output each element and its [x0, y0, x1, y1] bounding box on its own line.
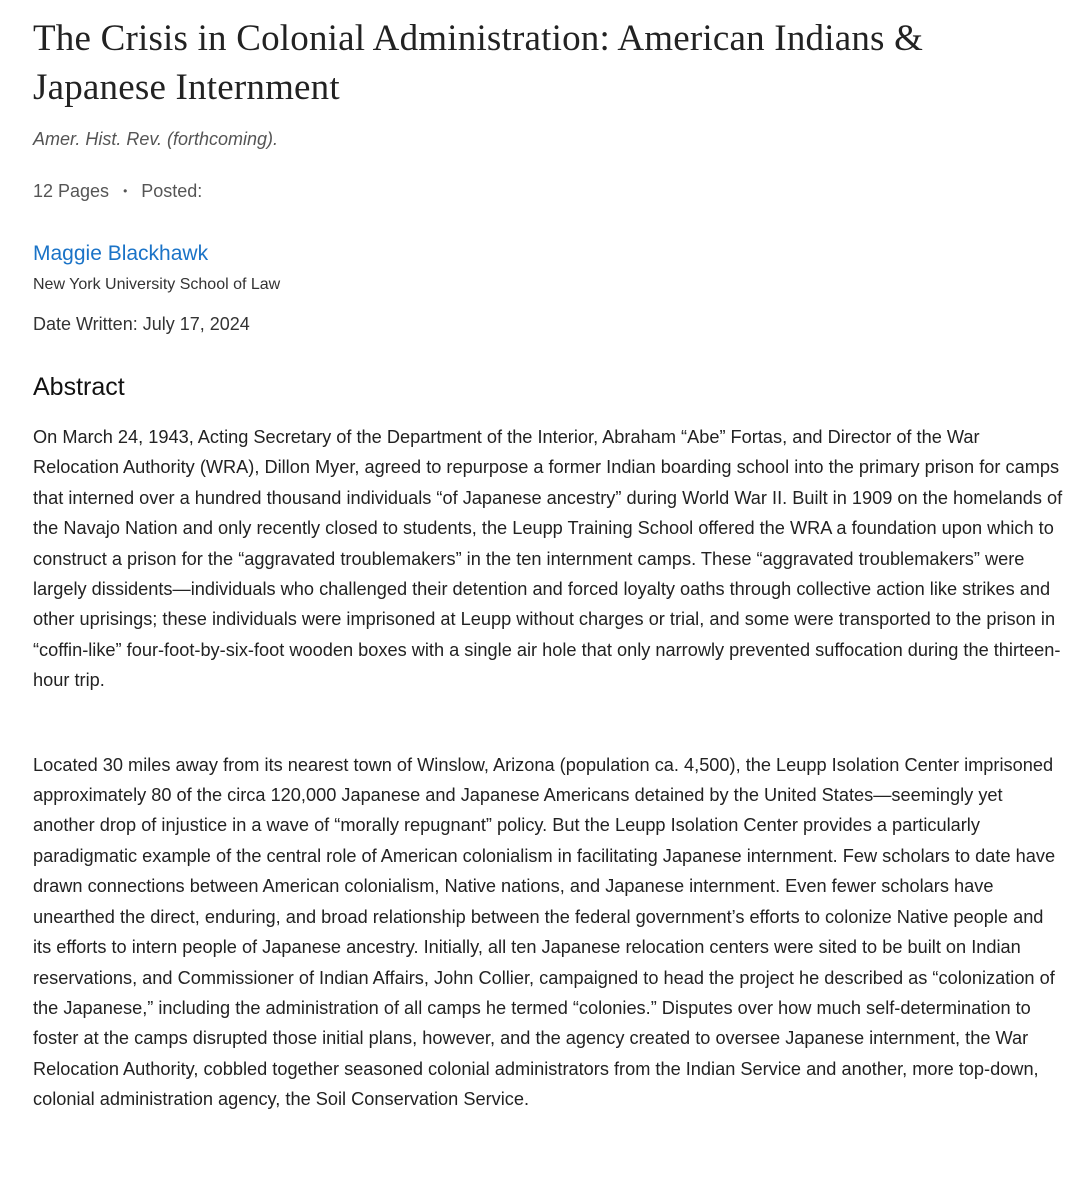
meta-separator: •	[123, 184, 128, 198]
posted-label: Posted:	[141, 181, 203, 201]
page-count: 12 Pages	[33, 181, 110, 201]
journal-citation: Amer. Hist. Rev. (forthcoming).	[33, 129, 279, 149]
date-written: Date Written: July 17, 2024	[33, 314, 250, 334]
author-link[interactable]: Maggie Blackhawk	[33, 242, 209, 265]
author-affiliation: New York University School of Law	[33, 276, 281, 293]
paper-meta	[33, 179, 1063, 203]
abstract-paragraph: Located 30 miles away from its nearest town of Winslow, Arizona (population ca. 4,500), the Leupp Isolation Center imprisoned approximately 80 of the circa 120,000 Japanese and Japanese Americans detained by the United States—seemingly yet another drop of injustice in a wave of “morally repugnant” policy. But the Leupp Isolation Center provides a particularly paradigmatic example of the central role of American colonialism in facilitating Japanese internment. Few scholars to date have drawn connections between American colonialism, Native nations, and Japanese internment. Even fewer scholars have unearthed the direct, enduring, and broad relationship between the federal government’s efforts to colonize Native people and its efforts to intern people of Japanese ancestry. Initially, all ten Japanese relocation centers were sited to be built on Indian reservations, and Commissioner of Indian Affairs, John Collier, campaigned to head the project he described as “colonization of the Japanese,” including the administration of all camps he termed “colonies.” Disputes over how much self-determination to foster at the camps disrupted those initial plans, however, and the agency created to oversee Japanese internment, the War Relocation Authority, cobbled together seasoned colonial administrators from the Indian Service and another, more top-down, colonial administration agency, the Soil Conservation Service.	[33, 754, 1056, 1110]
abstract-paragraph: On March 24, 1943, Acting Secretary of the Department of the Interior, Abraham “Abe” Fortas, and Director of the War Relocation Authority (WRA), Dillon Myer, agreed to repurpose a former Indian boarding school into the primary prison for camps that interned over a hundred thousand individuals “of Japanese ancestry” during World War II. Built in 1909 on the homelands of the Navajo Nation and only recently closed to students, the Leupp Training School offered the WRA a foundation upon which to construct a prison for the “aggravated troublemakers” in the ten internment camps. These “aggravated troublemakers” were largely dissidents—individuals who challenged their detention and forced loyalty oaths through collective action like strikes and other uprisings; these individuals were imprisoned at Leupp without charges or trial, and some were transported to the prison in “coffin-like” four-foot-by-six-foot wooden boxes with a single air hole that only narrowly prevented suffocation during the thirteen-hour trip.	[33, 427, 1063, 691]
paper-page	[33, 14, 1063, 1115]
abstract-heading: Abstract	[33, 373, 125, 401]
paper-title: The Crisis in Colonial Administration: American Indians & Japanese Internment	[33, 18, 924, 108]
